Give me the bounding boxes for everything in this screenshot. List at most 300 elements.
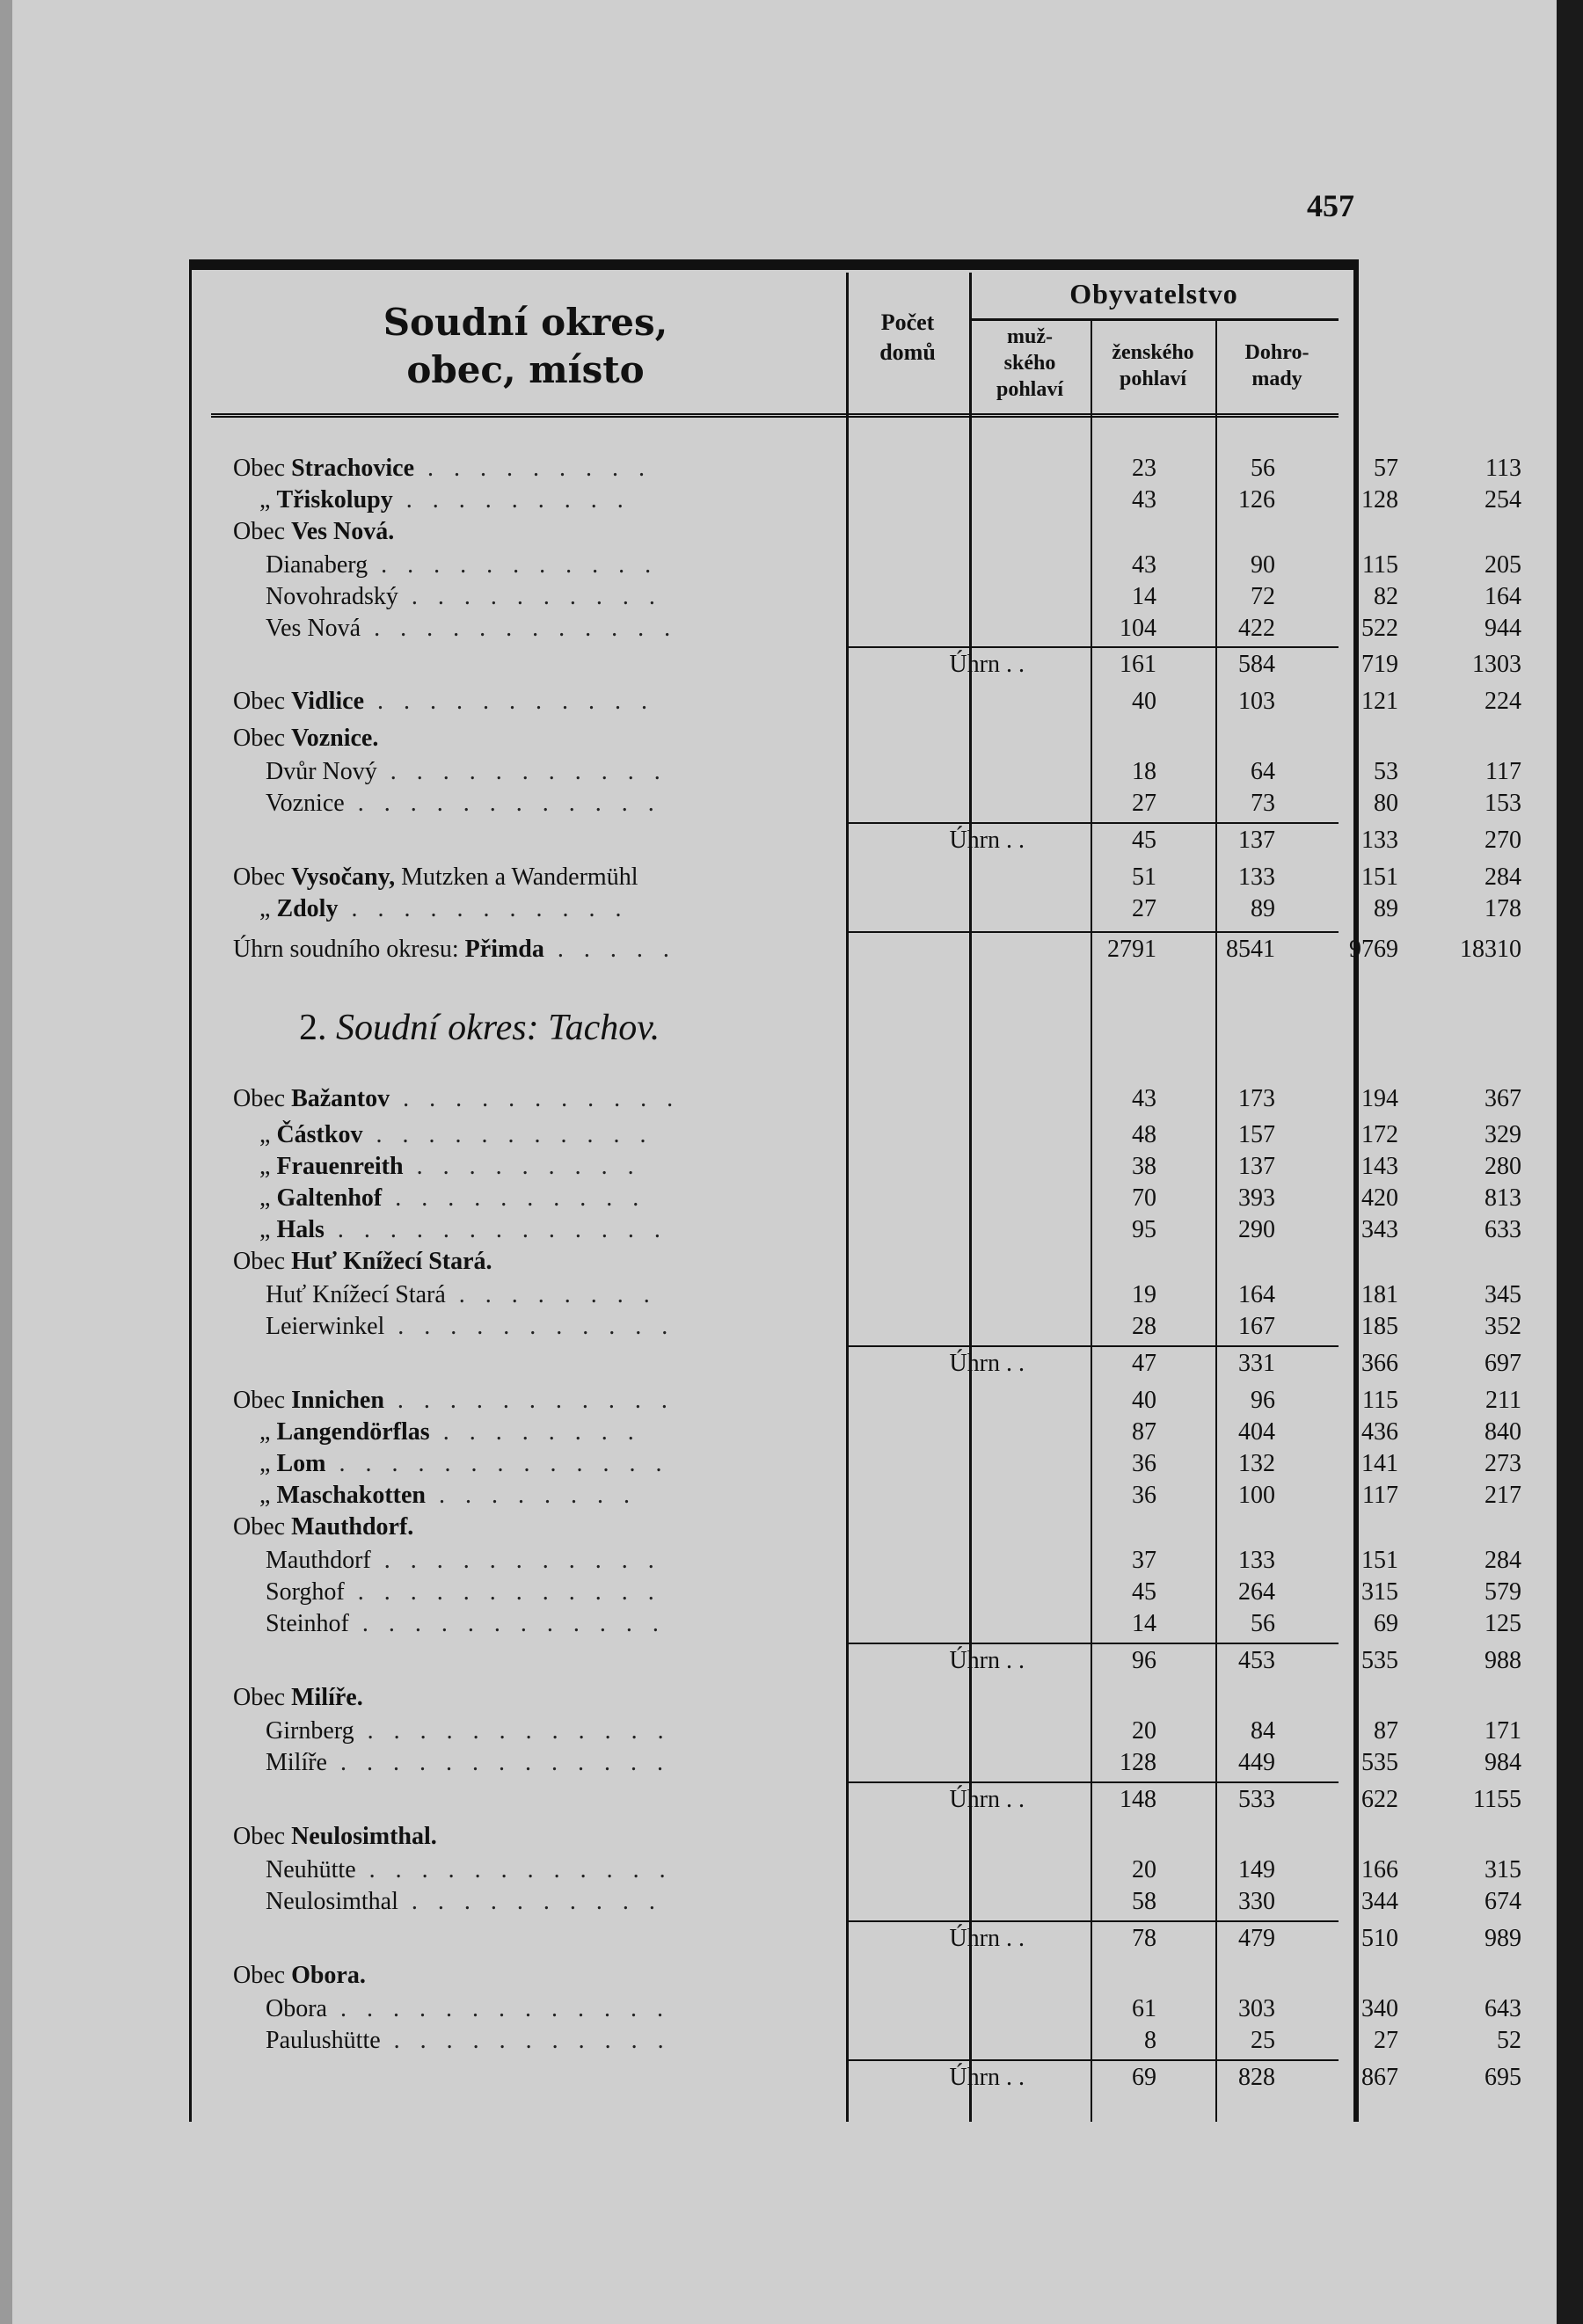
row-label-text: Neuhütte: [266, 1856, 356, 1883]
count-houses: 69: [1132, 2064, 1156, 2091]
table-row: [202, 649, 1521, 681]
count-total: 117: [1485, 758, 1521, 785]
row-label-bold: Strachovice: [291, 455, 415, 482]
row-label: [233, 453, 1025, 484]
leader-dots: . . . . . . . .: [445, 1281, 657, 1308]
header-female-line2: pohlaví: [1119, 368, 1187, 390]
count-male: 331: [1238, 1350, 1275, 1377]
table-row: [202, 1545, 1521, 1577]
header-rule: [969, 318, 1339, 321]
row-label: [233, 1385, 1025, 1417]
leader-dots: . . . . . . . . . . .: [368, 551, 659, 579]
table-row: [202, 1821, 1346, 1853]
row-label-text: Novohradský: [266, 583, 398, 610]
scan-edge-right: [1557, 0, 1583, 2324]
count-male: 404: [1238, 1418, 1275, 1446]
count-houses: 36: [1132, 1450, 1156, 1477]
row-label-text: Obec: [233, 1513, 292, 1541]
count-female: 344: [1361, 1888, 1398, 1915]
count-male: 73: [1251, 790, 1275, 817]
table-row: [202, 825, 1521, 856]
table-row: [202, 1854, 1521, 1886]
table-row: [202, 1886, 1521, 1918]
count-houses: 43: [1132, 551, 1156, 579]
row-label-text: Voznice: [266, 790, 345, 817]
row-label-text: „: [259, 1121, 277, 1148]
header-female-line1: ženského: [1112, 341, 1194, 364]
row-label-bold: Galtenhof: [276, 1184, 383, 1212]
table-row: [202, 581, 1521, 613]
count-houses: 78: [1132, 1925, 1156, 1952]
row-label-text: Dianaberg: [266, 551, 368, 579]
count-female: 194: [1361, 1085, 1398, 1112]
row-label: [266, 788, 1057, 820]
row-label-bold: Langendörflas: [276, 1418, 430, 1446]
header-pocet: [846, 308, 969, 368]
count-houses: 161: [1120, 651, 1156, 678]
row-label: [266, 1608, 1057, 1640]
count-total: 988: [1485, 1647, 1521, 1674]
count-total: 125: [1485, 1610, 1521, 1637]
count-total: 18310: [1460, 936, 1521, 963]
row-label: [233, 1246, 1025, 1278]
count-houses: 14: [1132, 583, 1156, 610]
count-female: 535: [1361, 1647, 1398, 1674]
row-label-text: Obec: [233, 1248, 292, 1275]
row-label-bold: Frauenreith: [276, 1153, 404, 1180]
header-name-column: [198, 299, 853, 394]
count-female: 151: [1361, 1547, 1398, 1574]
count-houses: 128: [1120, 1749, 1156, 1776]
count-total: 273: [1485, 1450, 1521, 1477]
count-male: 264: [1238, 1578, 1275, 1606]
page-number: 457: [1307, 188, 1354, 223]
count-houses: 19: [1132, 1281, 1156, 1308]
count-female: 867: [1361, 2064, 1398, 2091]
table-row: [202, 1923, 1521, 1955]
row-label-text: Obora: [266, 1995, 327, 2022]
row-label: [259, 1417, 1051, 1448]
row-label: [233, 686, 1025, 718]
table-row: [202, 1960, 1346, 1992]
count-male: 422: [1238, 615, 1275, 642]
count-female: 185: [1361, 1313, 1398, 1340]
leader-dots: . . . . . . . . .: [414, 455, 653, 482]
row-label-text: Úhrn . .: [949, 1350, 1025, 1377]
table-row: [202, 1119, 1521, 1151]
count-total: 352: [1485, 1313, 1521, 1340]
count-total: 164: [1485, 583, 1521, 610]
table-row: [202, 1214, 1521, 1246]
count-total: 345: [1485, 1281, 1521, 1308]
table-row: [202, 2062, 1521, 2094]
row-label-text: Steinhof: [266, 1610, 349, 1637]
count-houses: 70: [1132, 1184, 1156, 1212]
row-label-text: Úhrn . .: [949, 1647, 1025, 1674]
header-male: [969, 324, 1091, 403]
count-male: 164: [1238, 1281, 1275, 1308]
leader-dots: . . . . . . . .: [425, 1482, 637, 1509]
leader-dots: . . . . . . . . . . . .: [344, 1578, 661, 1606]
row-label-bold: Částkov: [276, 1121, 363, 1148]
count-female: 133: [1361, 827, 1398, 854]
section-title: [299, 1007, 660, 1049]
row-label: [259, 1214, 1051, 1246]
row-label-text: Obec: [233, 725, 292, 752]
count-total: 674: [1485, 1888, 1521, 1915]
row-label: [259, 1448, 1051, 1480]
leader-dots: . . . . . . . . . . . . .: [325, 1450, 669, 1477]
count-female: 53: [1374, 758, 1398, 785]
row-label-bold: Zdoly: [276, 895, 339, 922]
row-label-bold: Neulosimthal.: [291, 1823, 437, 1850]
count-female: 340: [1361, 1995, 1398, 2022]
total-rule: [846, 646, 1339, 648]
row-label-text: „: [259, 1184, 277, 1212]
table-row: [202, 756, 1521, 788]
count-total: 171: [1485, 1717, 1521, 1745]
row-label: [233, 934, 1025, 965]
count-male: 25: [1251, 2027, 1275, 2054]
row-label-bold: Přimda: [464, 936, 544, 963]
count-female: 121: [1361, 688, 1398, 715]
row-label-text: Obec: [233, 455, 292, 482]
count-male: 132: [1238, 1450, 1275, 1477]
row-label: [266, 613, 1057, 645]
table-row: [202, 1577, 1521, 1608]
count-male: 84: [1251, 1717, 1275, 1745]
row-label: [233, 723, 1025, 754]
leader-dots: . . . . . . . .: [429, 1418, 641, 1446]
row-label-text: Obec: [233, 688, 292, 715]
row-label: [266, 1311, 1057, 1343]
count-female: 172: [1361, 1121, 1398, 1148]
row-label-text: Girnberg: [266, 1717, 354, 1745]
row-label-text: Neulosimthal: [266, 1888, 398, 1915]
table-row: [202, 1993, 1521, 2025]
count-houses: 8: [1144, 2027, 1156, 2054]
count-male: 330: [1238, 1888, 1275, 1915]
leader-dots: . . . . . . . . . . . . .: [324, 1216, 667, 1243]
count-male: 449: [1238, 1749, 1275, 1776]
count-houses: 96: [1132, 1647, 1156, 1674]
leader-dots: . . . . . . . . . . . . .: [327, 1749, 670, 1776]
count-houses: 20: [1132, 1856, 1156, 1883]
count-male: 126: [1238, 486, 1275, 514]
count-female: 151: [1361, 863, 1398, 891]
count-male: 133: [1238, 863, 1275, 891]
row-label-rest: Mutzken a Wandermühl: [395, 863, 638, 891]
count-female: 366: [1361, 1350, 1398, 1377]
count-total: 840: [1485, 1418, 1521, 1446]
row-label-text: Obec: [233, 1684, 292, 1711]
count-male: 56: [1251, 1610, 1275, 1637]
count-male: 479: [1238, 1925, 1275, 1952]
count-total: 697: [1485, 1350, 1521, 1377]
table-row: [202, 934, 1521, 965]
row-label-bold: Innichen: [291, 1387, 384, 1414]
leader-dots: . . . . . . . . . . .: [383, 1387, 675, 1414]
count-houses: 37: [1132, 1547, 1156, 1574]
count-female: 143: [1361, 1153, 1398, 1180]
row-label: [259, 1480, 1051, 1512]
count-female: 622: [1361, 1786, 1398, 1813]
count-houses: 58: [1132, 1888, 1156, 1915]
count-female: 719: [1361, 651, 1398, 678]
row-label: [233, 516, 1025, 548]
row-label-bold: Obora.: [291, 1962, 366, 1989]
count-male: 137: [1238, 1153, 1275, 1180]
row-label: [266, 1545, 1057, 1577]
row-label: [233, 1512, 1025, 1543]
count-female: 82: [1374, 583, 1398, 610]
count-male: 167: [1238, 1313, 1275, 1340]
leader-dots: . . . . . . . . . . . .: [348, 1610, 666, 1637]
row-label: [266, 1716, 1057, 1747]
row-label-text: Sorghof: [266, 1578, 345, 1606]
count-female: 436: [1361, 1418, 1398, 1446]
count-total: 217: [1485, 1482, 1521, 1509]
count-female: 141: [1361, 1450, 1398, 1477]
total-rule: [846, 931, 1339, 933]
header-total: [1215, 339, 1339, 392]
section-title-text: Soudní okres: Tachov.: [336, 1008, 660, 1048]
total-rule: [846, 1920, 1339, 1922]
leader-dots: . . . . . . . . . . . .: [361, 615, 678, 642]
count-houses: 45: [1132, 1578, 1156, 1606]
scan-edge-left: [0, 0, 12, 2324]
header-total-line2: mady: [1251, 368, 1302, 390]
leader-dots: . . . . . . . . . .: [398, 1888, 662, 1915]
header-bottom-rule: [211, 413, 1339, 418]
row-label-bold: Třiskolupy: [276, 486, 393, 514]
header-name-line2: obec, místo: [406, 348, 645, 391]
row-label-bold: Voznice.: [291, 725, 379, 752]
row-label: [266, 1886, 1057, 1918]
leader-dots: . . . . . . . . . . .: [338, 895, 629, 922]
table-row: [202, 1311, 1521, 1343]
count-female: 315: [1361, 1578, 1398, 1606]
table-row: [202, 1151, 1521, 1183]
count-female: 420: [1361, 1184, 1398, 1212]
leader-dots: . . . . . . . . . . . .: [344, 790, 661, 817]
header-pocet-line1: Počet: [880, 310, 935, 335]
count-total: 284: [1485, 863, 1521, 891]
count-houses: 14: [1132, 1610, 1156, 1637]
row-label-text: Úhrn . .: [949, 2064, 1025, 2091]
table-row: [202, 1083, 1521, 1115]
header-female: [1091, 339, 1215, 392]
count-total: 224: [1485, 688, 1521, 715]
row-label: [266, 1854, 1057, 1886]
count-male: 137: [1238, 827, 1275, 854]
count-female: 27: [1374, 2027, 1398, 2054]
leader-dots: . . . . . . . . . . .: [384, 1313, 675, 1340]
count-male: 303: [1238, 1995, 1275, 2022]
row-label-text: „: [259, 486, 277, 514]
count-male: 290: [1238, 1216, 1275, 1243]
header-name-line1: Soudní okres,: [383, 301, 668, 344]
row-label: [266, 550, 1057, 581]
count-male: 149: [1238, 1856, 1275, 1883]
row-label: [266, 1577, 1057, 1608]
count-total: 113: [1485, 455, 1521, 482]
count-houses: 61: [1132, 1995, 1156, 2022]
count-total: 153: [1485, 790, 1521, 817]
count-total: 813: [1485, 1184, 1521, 1212]
count-total: 633: [1485, 1216, 1521, 1243]
count-female: 343: [1361, 1216, 1398, 1243]
count-houses: 51: [1132, 863, 1156, 891]
row-label-bold: Huť Knížecí Stará.: [291, 1248, 492, 1275]
row-label-bold: Milíře.: [291, 1684, 363, 1711]
row-label: [233, 862, 1025, 893]
count-houses: 28: [1132, 1313, 1156, 1340]
leader-dots: . . . . . . . . .: [392, 486, 631, 514]
row-label-text: Dvůr Nový: [266, 758, 377, 785]
count-houses: 40: [1132, 1387, 1156, 1414]
row-label: [266, 1747, 1057, 1779]
count-male: 100: [1238, 1482, 1275, 1509]
count-female: 115: [1362, 1387, 1398, 1414]
row-label-bold: Maschakotten: [276, 1482, 426, 1509]
table-row: [202, 1385, 1521, 1417]
row-label-bold: Bažantov: [291, 1085, 390, 1112]
row-label-text: „: [259, 1418, 277, 1446]
count-female: 166: [1361, 1856, 1398, 1883]
row-label-text: Huť Knížecí Stará: [266, 1281, 446, 1308]
count-total: 280: [1485, 1153, 1521, 1180]
count-houses: 27: [1132, 790, 1156, 817]
table-row: [202, 1716, 1521, 1747]
table-row: [202, 1645, 1521, 1677]
count-female: 181: [1361, 1281, 1398, 1308]
header-obyvatelstvo: Obyvatelstvo: [1069, 278, 1238, 310]
count-female: 69: [1374, 1610, 1398, 1637]
count-male: 173: [1238, 1085, 1275, 1112]
count-total: 329: [1485, 1121, 1521, 1148]
count-male: 64: [1251, 758, 1275, 785]
header-pocet-line2: domů: [879, 339, 936, 365]
count-total: 284: [1485, 1547, 1521, 1574]
row-label: [259, 484, 1051, 516]
row-label-text: Leierwinkel: [266, 1313, 385, 1340]
total-rule: [846, 2059, 1339, 2061]
count-total: 367: [1485, 1085, 1521, 1112]
leader-dots: . . . . . . . . . . .: [362, 1121, 653, 1148]
count-female: 510: [1361, 1925, 1398, 1952]
row-label-text: Obec: [233, 1085, 292, 1112]
table-row: [202, 1608, 1521, 1640]
table-row: [202, 893, 1521, 925]
row-label-text: „: [259, 1482, 277, 1509]
table-row: [202, 484, 1521, 516]
row-label: [266, 2025, 1057, 2057]
count-female: 117: [1362, 1482, 1398, 1509]
table-row: [202, 1246, 1346, 1278]
count-houses: 43: [1132, 1085, 1156, 1112]
count-houses: 27: [1132, 895, 1156, 922]
count-houses: 2791: [1107, 936, 1156, 963]
row-label-bold: Lom: [276, 1450, 326, 1477]
leader-dots: . . . . . . . . . .: [398, 583, 662, 610]
count-male: 96: [1251, 1387, 1275, 1414]
count-houses: 43: [1132, 486, 1156, 514]
row-label-text: Úhrn . .: [949, 827, 1025, 854]
count-female: 80: [1374, 790, 1398, 817]
table-row: [202, 1784, 1521, 1816]
row-label: [233, 1821, 1025, 1853]
leader-dots: . . . . . . . . . . .: [390, 1085, 681, 1112]
table-row: [202, 862, 1521, 893]
row-label-bold: Vysočany,: [291, 863, 396, 891]
count-male: 89: [1251, 895, 1275, 922]
count-male: 72: [1251, 583, 1275, 610]
table-row: [202, 686, 1521, 718]
row-label-text: Obec: [233, 518, 292, 545]
count-female: 57: [1374, 455, 1398, 482]
count-total: 643: [1485, 1995, 1521, 2022]
count-total: 984: [1485, 1749, 1521, 1776]
table-row: [202, 613, 1521, 645]
leader-dots: . . . . . . . . . . .: [364, 688, 655, 715]
table-row: [202, 1512, 1346, 1543]
row-label: [233, 1682, 1025, 1714]
count-male: 453: [1238, 1647, 1275, 1674]
row-label-bold: Ves Nová.: [291, 518, 395, 545]
count-total: 944: [1485, 615, 1521, 642]
table-row: [202, 1747, 1521, 1779]
row-label: [259, 893, 1051, 925]
count-male: 828: [1238, 2064, 1275, 2091]
count-houses: 40: [1132, 688, 1156, 715]
count-total: 579: [1485, 1578, 1521, 1606]
count-total: 205: [1485, 551, 1521, 579]
count-male: 157: [1238, 1121, 1275, 1148]
row-label-text: Úhrn . .: [949, 651, 1025, 678]
row-label-text: Milíře: [266, 1749, 327, 1776]
count-houses: 23: [1132, 455, 1156, 482]
row-label-text: Úhrn soudního okresu:: [233, 936, 465, 963]
count-male: 56: [1251, 455, 1275, 482]
count-houses: 148: [1120, 1786, 1156, 1813]
row-label: [233, 1083, 1025, 1115]
leader-dots: . . . . .: [543, 936, 676, 963]
count-total: 989: [1485, 1925, 1521, 1952]
row-label: [233, 1960, 1025, 1992]
total-rule: [846, 1643, 1339, 1644]
row-label-bold: Hals: [276, 1216, 325, 1243]
row-label-text: Paulushütte: [266, 2027, 381, 2054]
count-houses: 95: [1132, 1216, 1156, 1243]
count-male: 103: [1238, 688, 1275, 715]
count-male: 133: [1238, 1547, 1275, 1574]
count-houses: 18: [1132, 758, 1156, 785]
table-row: [202, 1183, 1521, 1214]
table-row: [202, 516, 1346, 548]
header-male-line1: muž-: [1007, 325, 1053, 348]
leader-dots: . . . . . . . . . .: [382, 1184, 646, 1212]
count-total: 1303: [1472, 651, 1521, 678]
header-male-line3: pohlaví: [996, 378, 1064, 401]
count-female: 522: [1361, 615, 1398, 642]
row-label: [266, 581, 1057, 613]
count-houses: 47: [1132, 1350, 1156, 1377]
count-male: 393: [1238, 1184, 1275, 1212]
leader-dots: . . . . . . . . . . . .: [354, 1717, 671, 1745]
count-total: 1155: [1473, 1786, 1521, 1813]
count-total: 270: [1485, 827, 1521, 854]
